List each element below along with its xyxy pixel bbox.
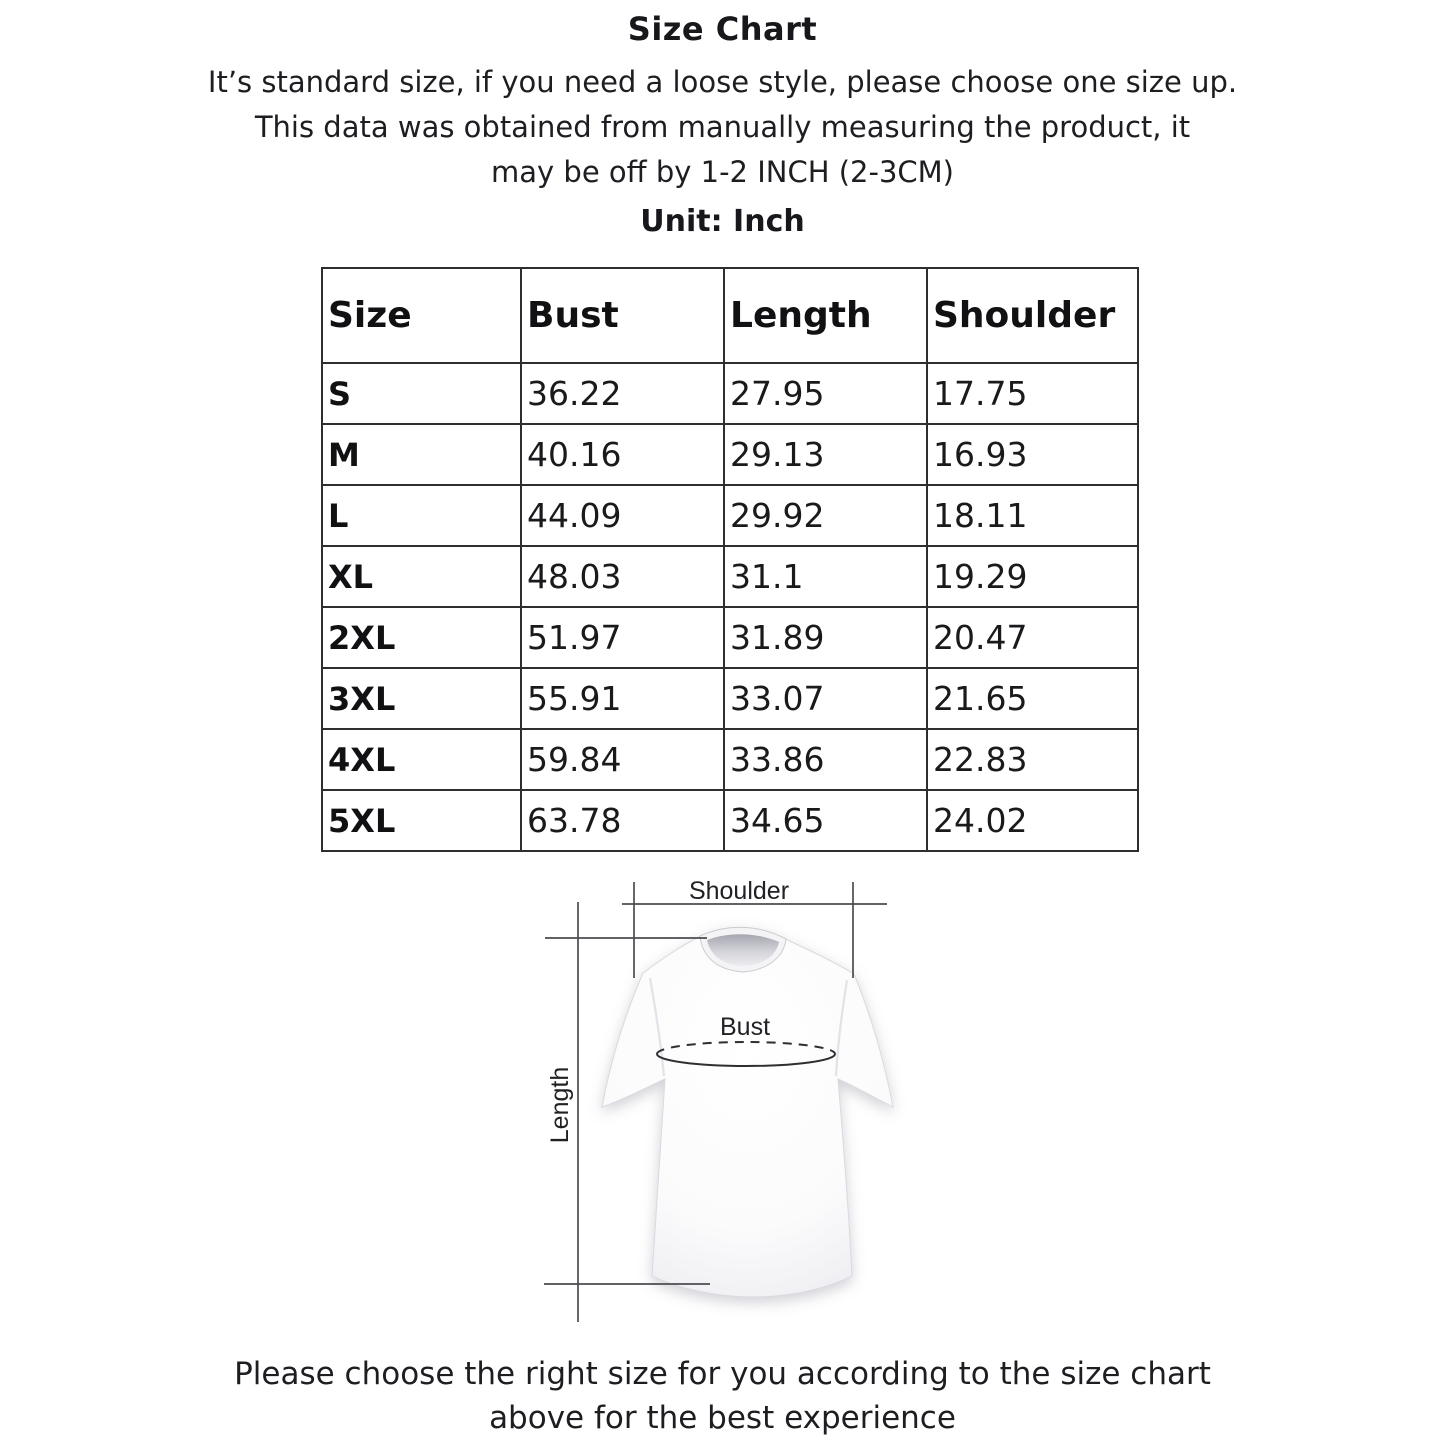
length-value: 33.07 — [724, 668, 927, 729]
bust-value: 63.78 — [521, 790, 724, 851]
length-value: 31.89 — [724, 607, 927, 668]
length-label: Length — [546, 1066, 574, 1144]
unit-label: Unit: Inch — [640, 204, 805, 239]
length-value: 27.95 — [724, 363, 927, 424]
size-table — [321, 267, 1139, 852]
bust-value: 51.97 — [521, 607, 724, 668]
intro-line-1: It’s standard size, if you need a loose style, please choose one size up. — [207, 65, 1238, 99]
table-row — [322, 424, 1138, 485]
shoulder-value: 18.11 — [927, 485, 1138, 546]
size-diagram-svg — [500, 860, 980, 1340]
shoulder-value: 16.93 — [927, 424, 1138, 485]
bust-value: 44.09 — [521, 485, 724, 546]
size-value: L — [322, 485, 521, 546]
shoulder-value: 21.65 — [927, 668, 1138, 729]
shoulder-value: 24.02 — [927, 790, 1138, 851]
intro-line-2: This data was obtained from manually measuring the product, it — [254, 110, 1191, 144]
size-value: 2XL — [322, 607, 521, 668]
length-value: 34.65 — [724, 790, 927, 851]
table-row — [322, 363, 1138, 424]
table-row — [322, 607, 1138, 668]
footer-line-1: Please choose the right size for you according to the size chart — [234, 1356, 1211, 1392]
size-value: S — [322, 363, 521, 424]
size-value: M — [322, 424, 521, 485]
shoulder-value: 20.47 — [927, 607, 1138, 668]
length-value: 33.86 — [724, 729, 927, 790]
size-value: 4XL — [322, 729, 521, 790]
footer-line-2: above for the best experience — [489, 1400, 956, 1436]
bust-value: 40.16 — [521, 424, 724, 485]
page-title: Size Chart — [627, 10, 818, 48]
table-row — [322, 668, 1138, 729]
bust-value: 48.03 — [521, 546, 724, 607]
size-diagram — [500, 860, 980, 1340]
bust-value: 55.91 — [521, 668, 724, 729]
column-header-bust: Bust — [521, 268, 724, 363]
footer-note — [0, 1352, 1445, 1440]
shoulder-value: 19.29 — [927, 546, 1138, 607]
column-header-shoulder: Shoulder — [927, 268, 1138, 363]
intro-text — [0, 60, 1445, 195]
column-header-size: Size — [322, 268, 521, 363]
table-row — [322, 729, 1138, 790]
size-value: XL — [322, 546, 521, 607]
length-value: 31.1 — [724, 546, 927, 607]
shoulder-label: Shoulder — [688, 877, 790, 905]
shoulder-value: 22.83 — [927, 729, 1138, 790]
size-value: 5XL — [322, 790, 521, 851]
table-row — [322, 485, 1138, 546]
table-header-row — [322, 268, 1138, 363]
shoulder-value: 17.75 — [927, 363, 1138, 424]
length-value: 29.92 — [724, 485, 927, 546]
bust-label: Bust — [719, 1013, 771, 1041]
column-header-length: Length — [724, 268, 927, 363]
length-value: 29.13 — [724, 424, 927, 485]
size-value: 3XL — [322, 668, 521, 729]
intro-line-3: may be off by 1-2 INCH (2-3CM) — [491, 155, 954, 189]
table-row — [322, 790, 1138, 851]
bust-value: 36.22 — [521, 363, 724, 424]
table-row — [322, 546, 1138, 607]
tshirt-illustration — [602, 927, 893, 1297]
bust-value: 59.84 — [521, 729, 724, 790]
